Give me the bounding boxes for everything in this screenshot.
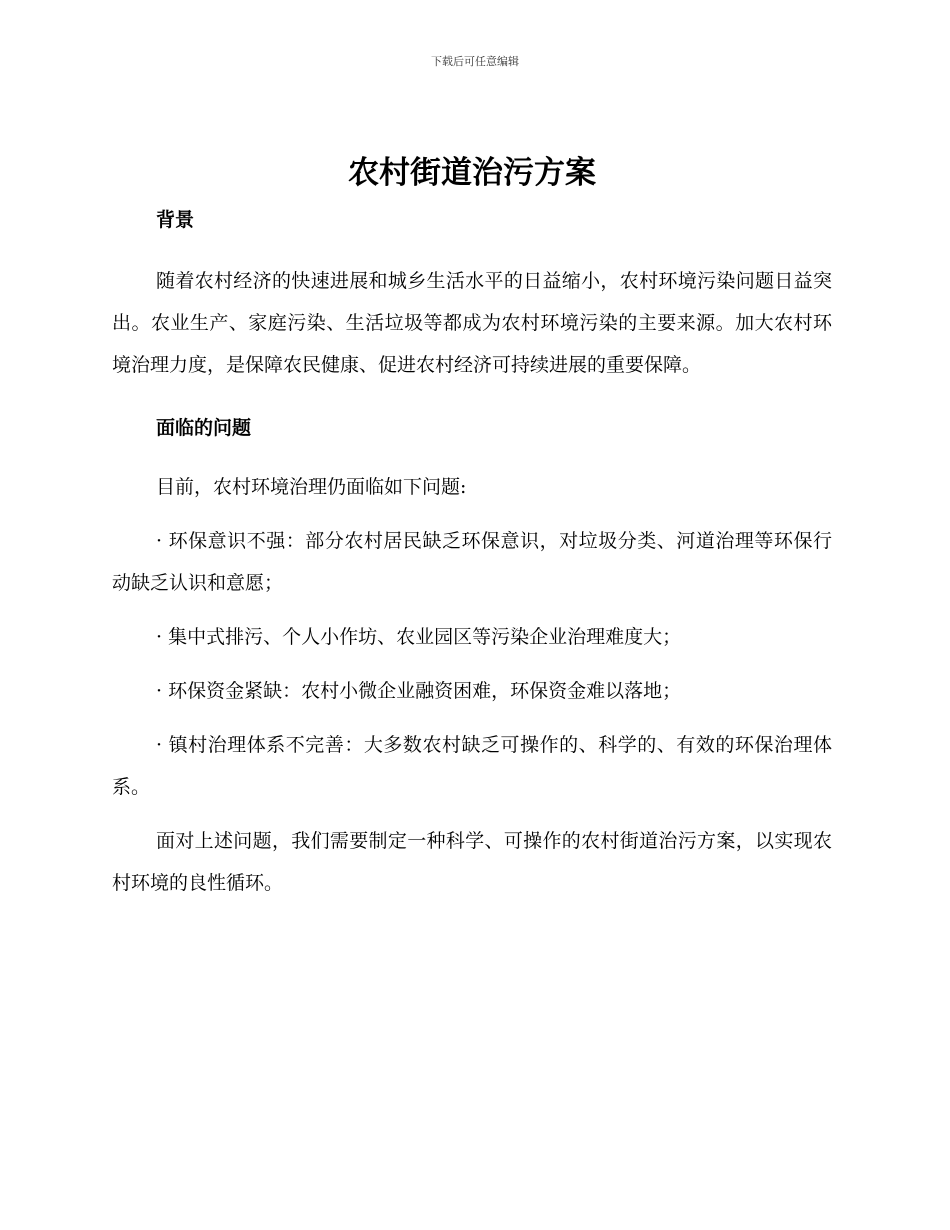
section-heading-problems: 面临的问题	[156, 417, 252, 439]
section-heading-background: 背景	[156, 209, 195, 231]
problems-intro: 目前，农村环境治理仍面临如下问题:	[156, 476, 467, 498]
document-title: 农村街道治污方案	[348, 155, 596, 191]
header-note: 下载后可任意编辑	[431, 55, 519, 68]
conclusion-paragraph: 面对上述问题，我们需要制定一种科学、可操作的农村街道治污方案，以实现农村环境的良性循环。	[112, 830, 832, 894]
document-body	[112, 152, 832, 904]
problem-item-discharge: · 集中式排污、个人小作坊、农业园区等污染企业治理难度大；	[156, 626, 682, 648]
problem-item-governance: · 镇村治理体系不完善：大多数农村缺乏可操作的、科学的、有效的环保治理体系。	[112, 734, 832, 798]
background-paragraph: 随着农村经济的快速进展和城乡生活水平的日益缩小，农村环境污染问题日益突出。农业生产、家庭污染、生活垃圾等都成为农村环境污染的主要来源。加大农村环境治理力度，是保障农民健康、促进农村经济可持续进展的重要保障。	[112, 270, 832, 376]
problem-item-awareness: · 环保意识不强：部分农村居民缺乏环保意识，对垃圾分类、河道治理等环保行动缺乏认识和意愿；	[112, 530, 832, 594]
problem-item-funding: · 环保资金紧缺：农村小微企业融资困难，环保资金难以落地；	[156, 680, 682, 702]
